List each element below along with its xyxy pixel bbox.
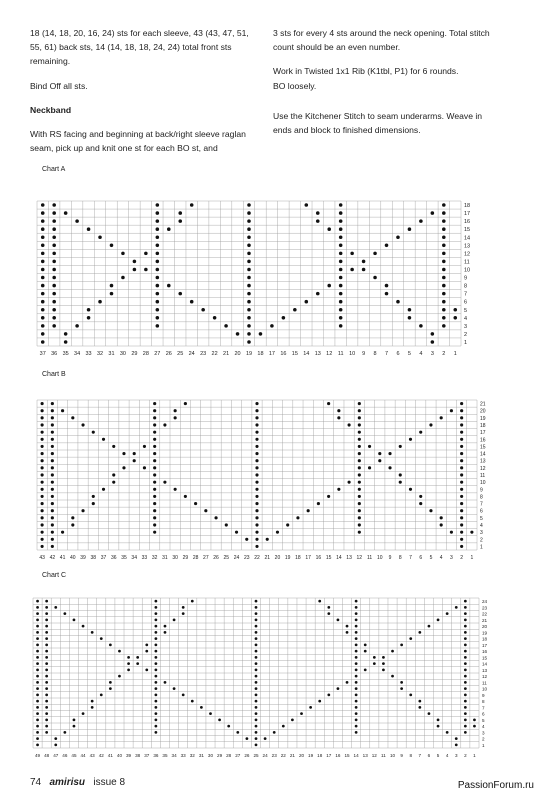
column-number: 12 xyxy=(326,351,333,357)
column-number: 24 xyxy=(188,351,195,357)
page-footer xyxy=(30,777,125,788)
row-number: 22 xyxy=(482,611,488,617)
column-number: 22 xyxy=(254,555,260,561)
column-number: 8 xyxy=(398,555,402,561)
row-number: 2 xyxy=(482,736,485,742)
column-number: 20 xyxy=(298,753,305,758)
row-number: 13 xyxy=(480,458,486,465)
row-number: 3 xyxy=(464,323,468,330)
column-number: 26 xyxy=(165,351,172,357)
column-number: 45 xyxy=(71,753,77,758)
column-number: 40 xyxy=(116,753,123,758)
column-number: 3 xyxy=(454,753,458,758)
column-number: 41 xyxy=(59,555,66,561)
column-number: 40 xyxy=(70,555,76,561)
column-number: 30 xyxy=(172,555,178,561)
column-number: 36 xyxy=(51,351,58,357)
page-number: 74 xyxy=(30,777,42,788)
right-paragraph-1: 3 sts for every 4 sts around the neck opening. Total stitch count should be an even number. xyxy=(273,28,490,53)
column-number: 24 xyxy=(233,555,240,561)
column-number: 29 xyxy=(182,555,189,561)
column-number: 31 xyxy=(162,555,168,561)
row-number: 2 xyxy=(480,537,483,544)
column-number: 6 xyxy=(427,753,431,758)
column-number: 25 xyxy=(253,753,259,758)
row-number: 4 xyxy=(480,523,483,529)
row-number: 24 xyxy=(482,599,488,605)
column-number: 23 xyxy=(200,351,207,357)
column-number: 5 xyxy=(436,753,440,758)
column-number: 31 xyxy=(108,351,115,357)
column-number: 18 xyxy=(317,753,323,758)
row-number: 11 xyxy=(482,680,487,686)
column-number: 43 xyxy=(39,555,45,561)
column-number: 29 xyxy=(131,351,138,357)
column-number: 11 xyxy=(337,351,344,357)
column-number: 18 xyxy=(257,351,264,357)
row-number: 9 xyxy=(464,275,468,282)
column-number: 13 xyxy=(362,753,368,758)
row-number: 19 xyxy=(482,630,488,636)
row-number: 14 xyxy=(480,451,486,458)
row-number: 11 xyxy=(480,473,486,479)
column-number: 9 xyxy=(388,555,392,561)
left-paragraph-2: Bind Off all sts. xyxy=(30,80,88,91)
column-number: 30 xyxy=(119,351,127,357)
row-number: 10 xyxy=(482,686,488,692)
right-paragraph-3: BO loosely. xyxy=(273,80,317,91)
row-number: 16 xyxy=(480,437,486,444)
column-number: 19 xyxy=(308,753,314,758)
column-number: 16 xyxy=(335,753,341,758)
column-number: 36 xyxy=(153,753,159,758)
column-number: 1 xyxy=(453,351,457,357)
column-number: 19 xyxy=(284,555,291,561)
row-number: 13 xyxy=(482,667,488,673)
column-number: 28 xyxy=(226,753,232,758)
column-number: 43 xyxy=(89,753,95,758)
row-number: 15 xyxy=(480,444,486,451)
row-number: 6 xyxy=(480,508,483,515)
row-number: 17 xyxy=(464,211,471,218)
watermark: PassionForum.ru xyxy=(457,780,534,791)
column-number: 14 xyxy=(303,351,310,357)
column-number: 21 xyxy=(264,555,271,561)
row-number: 12 xyxy=(482,674,488,680)
row-number: 15 xyxy=(464,227,471,234)
brand-logo: amirisu xyxy=(49,777,86,788)
row-number: 23 xyxy=(482,605,488,611)
row-number: 4 xyxy=(482,724,485,730)
column-number: 23 xyxy=(271,753,277,758)
column-number: 6 xyxy=(396,351,400,357)
column-number: 37 xyxy=(100,555,107,561)
row-number: 6 xyxy=(464,299,468,306)
column-number: 35 xyxy=(162,753,168,758)
column-number: 7 xyxy=(418,753,422,758)
row-number: 19 xyxy=(480,415,486,422)
column-number: 4 xyxy=(439,555,443,561)
column-number: 31 xyxy=(198,753,204,758)
column-number: 41 xyxy=(107,753,113,758)
column-number: 21 xyxy=(223,351,230,357)
column-number: 23 xyxy=(243,555,250,561)
column-number: 16 xyxy=(315,555,322,561)
row-number: 6 xyxy=(482,711,485,717)
column-number: 17 xyxy=(268,351,275,357)
column-number: 46 xyxy=(62,753,68,758)
row-number: 1 xyxy=(482,742,485,748)
column-number: 33 xyxy=(141,555,148,561)
column-number: 27 xyxy=(203,555,209,561)
column-number: 14 xyxy=(353,753,359,758)
left-paragraph-3: With RS facing and beginning at back/right sleeve raglan seam, pick up and knit one st for each BO st, and xyxy=(30,129,246,154)
column-number: 2 xyxy=(460,555,464,561)
column-number: 39 xyxy=(80,555,86,561)
column-number: 17 xyxy=(326,753,332,758)
neckband-heading: Neckband xyxy=(30,104,72,115)
column-number: 35 xyxy=(121,555,127,561)
row-number: 18 xyxy=(480,423,486,429)
row-number: 9 xyxy=(482,692,485,698)
column-number: 4 xyxy=(445,753,449,758)
row-number: 12 xyxy=(464,251,471,258)
right-paragraph-2: Work in Twisted 1x1 Rib (K1tbl, P1) for 6 rounds. xyxy=(273,66,459,77)
column-number: 4 xyxy=(419,351,423,357)
column-number: 33 xyxy=(85,351,92,357)
column-number: 42 xyxy=(98,753,104,758)
row-number: 2 xyxy=(464,331,468,338)
row-number: 3 xyxy=(482,730,485,736)
column-number: 6 xyxy=(419,555,423,561)
column-number: 49 xyxy=(34,753,41,758)
column-number: 37 xyxy=(39,351,46,357)
column-number: 9 xyxy=(362,351,366,357)
row-number: 1 xyxy=(480,544,483,551)
chart-c-label: Chart C xyxy=(42,572,67,579)
column-number: 8 xyxy=(373,351,377,357)
left-paragraph-1: 18 (14, 18, 20, 16, 24) sts for each sleeve, 43 (43, 47, 51, 55, 61) back sts, 14 (14, 18, 18, 24, 24) total front sts remaining. xyxy=(30,28,249,67)
row-number: 7 xyxy=(482,705,485,711)
row-number: 8 xyxy=(464,283,468,290)
row-number: 10 xyxy=(480,480,486,487)
column-number: 34 xyxy=(131,555,137,561)
row-number: 9 xyxy=(480,487,483,494)
column-number: 20 xyxy=(274,555,281,561)
column-number: 14 xyxy=(336,555,342,561)
chart-a-label: Chart A xyxy=(42,166,66,173)
column-number: 10 xyxy=(349,351,356,357)
column-number: 34 xyxy=(171,753,177,758)
row-number: 5 xyxy=(482,717,485,723)
row-number: 21 xyxy=(482,617,488,623)
column-number: 20 xyxy=(234,351,241,357)
column-number: 19 xyxy=(245,351,253,357)
column-number: 2 xyxy=(464,753,467,758)
column-number: 13 xyxy=(346,555,352,561)
column-number: 22 xyxy=(211,351,218,357)
row-number: 17 xyxy=(480,430,486,437)
column-number: 22 xyxy=(280,753,286,758)
column-number: 32 xyxy=(96,351,104,357)
column-number: 27 xyxy=(154,351,161,357)
issue-label: issue 8 xyxy=(93,777,126,788)
column-number: 21 xyxy=(289,753,295,758)
row-number: 3 xyxy=(480,530,483,537)
column-number: 15 xyxy=(344,753,350,758)
column-number: 3 xyxy=(430,351,434,357)
row-number: 7 xyxy=(464,291,468,298)
row-number: 20 xyxy=(480,408,486,415)
column-number: 15 xyxy=(291,351,298,357)
row-number: 8 xyxy=(482,699,485,705)
column-number: 1 xyxy=(470,555,474,561)
column-number: 32 xyxy=(151,555,158,561)
row-number: 5 xyxy=(464,307,468,314)
row-number: 17 xyxy=(482,642,488,648)
column-number: 34 xyxy=(74,351,81,357)
row-number: 16 xyxy=(482,649,488,655)
column-number: 15 xyxy=(325,555,332,561)
column-number: 44 xyxy=(80,753,86,758)
column-number: 10 xyxy=(389,753,396,758)
row-number: 20 xyxy=(482,624,488,630)
column-number: 7 xyxy=(409,555,412,561)
column-number: 26 xyxy=(213,555,219,561)
column-number: 42 xyxy=(49,555,56,561)
chart-b-label: Chart B xyxy=(42,371,66,378)
column-number: 17 xyxy=(305,555,311,561)
column-number: 2 xyxy=(442,351,446,357)
row-number: 18 xyxy=(464,203,471,210)
row-number: 1 xyxy=(464,339,468,346)
column-number: 27 xyxy=(235,753,241,758)
column-number: 48 xyxy=(44,753,50,758)
row-number: 8 xyxy=(480,494,483,501)
column-number: 11 xyxy=(381,753,386,758)
column-number: 5 xyxy=(429,555,433,561)
row-number: 10 xyxy=(464,267,471,274)
column-number: 37 xyxy=(144,753,150,758)
column-number: 3 xyxy=(450,555,453,561)
column-number: 18 xyxy=(295,555,301,561)
column-number: 24 xyxy=(262,753,268,758)
row-number: 16 xyxy=(464,219,471,226)
column-number: 12 xyxy=(356,555,363,561)
column-number: 28 xyxy=(192,555,199,561)
column-number: 36 xyxy=(110,555,117,561)
column-number: 10 xyxy=(377,555,383,561)
column-number: 11 xyxy=(366,555,373,561)
row-number: 14 xyxy=(464,235,471,242)
column-number: 47 xyxy=(53,753,59,758)
column-number: 5 xyxy=(407,351,411,357)
column-number: 25 xyxy=(223,555,230,561)
right-paragraph-4: Use the Kitchener Stitch to seam underarms. Weave in ends and block to finished dimensions. xyxy=(273,110,483,136)
row-number: 14 xyxy=(482,661,488,667)
row-number: 21 xyxy=(480,401,486,408)
row-number: 18 xyxy=(482,636,488,642)
column-number: 1 xyxy=(473,753,476,758)
column-number: 7 xyxy=(384,351,389,357)
column-number: 13 xyxy=(314,351,321,357)
row-number: 12 xyxy=(480,465,486,472)
row-number: 11 xyxy=(464,259,470,266)
column-number: 30 xyxy=(207,753,214,758)
row-number: 4 xyxy=(464,315,468,322)
row-number: 5 xyxy=(480,515,483,522)
column-number: 35 xyxy=(62,351,69,357)
column-number: 12 xyxy=(371,753,377,758)
column-number: 8 xyxy=(409,753,413,758)
column-number: 38 xyxy=(135,753,141,758)
row-number: 15 xyxy=(482,655,488,661)
column-number: 33 xyxy=(180,753,186,758)
column-number: 39 xyxy=(126,753,132,758)
row-number: 7 xyxy=(480,501,483,508)
column-number: 28 xyxy=(142,351,149,357)
column-number: 29 xyxy=(217,753,223,758)
column-number: 25 xyxy=(177,351,184,357)
column-number: 16 xyxy=(280,351,287,357)
column-number: 26 xyxy=(244,753,250,758)
column-number: 38 xyxy=(90,555,97,561)
row-number: 13 xyxy=(464,243,471,250)
column-number: 9 xyxy=(400,753,403,758)
column-number: 32 xyxy=(189,753,195,758)
